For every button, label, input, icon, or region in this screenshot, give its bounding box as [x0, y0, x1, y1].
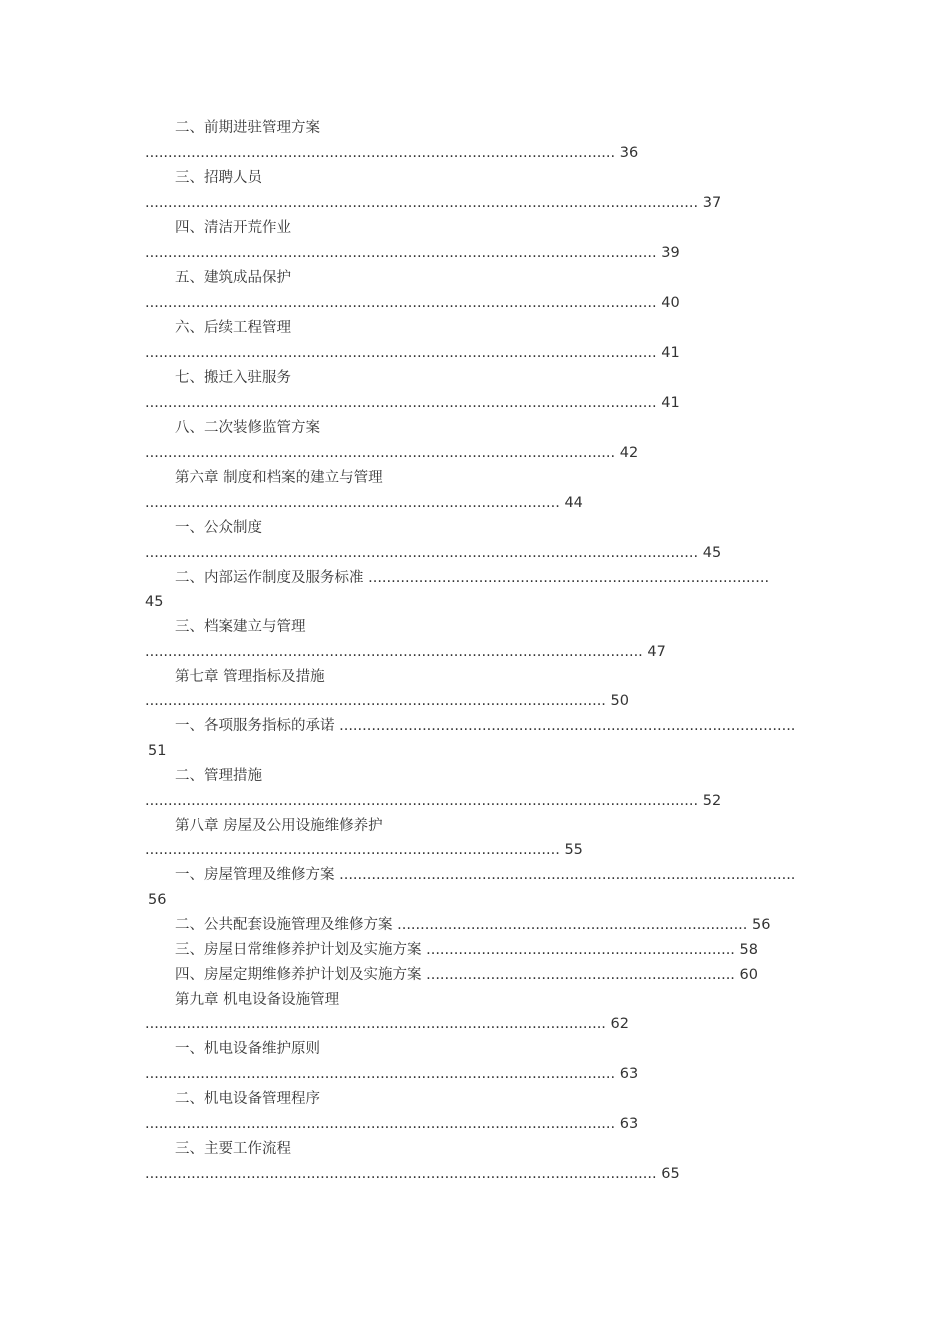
- toc-entry-leader-line: [145, 393, 680, 413]
- toc-entry-title: 二、管理措施: [175, 768, 262, 784]
- toc-entry-single-line: [175, 940, 758, 960]
- toc-page-number: 63: [619, 1066, 639, 1082]
- toc-leader: ...............................................................................................................: [145, 295, 657, 311]
- toc-entry-single-line: [175, 965, 758, 985]
- toc-leader: .......................................................................................: [368, 570, 770, 586]
- toc-page-number: 60: [739, 967, 758, 983]
- toc-page-number: 65: [661, 1166, 680, 1182]
- toc-entry-title: 三、档案建立与管理: [175, 619, 306, 635]
- toc-entry-title: 二、机电设备管理程序: [175, 1091, 320, 1107]
- toc-entry-single-line: [175, 915, 770, 935]
- toc-leader: ..........................................................................................: [145, 495, 560, 511]
- toc-entry-title: 二、前期进驻管理方案: [175, 120, 320, 136]
- toc-page-number: 45: [702, 545, 722, 561]
- toc-entry-leader-line: [145, 1164, 680, 1184]
- toc-entry-title: 一、公众制度: [175, 520, 262, 536]
- toc-page-number: 55: [564, 842, 583, 858]
- toc-entry-title: 八、二次装修监管方案: [175, 420, 320, 436]
- toc-entry-leader-line: [145, 293, 680, 313]
- toc-leader: ....................................................................................................: [145, 1016, 606, 1032]
- toc-leader: ......................................................................................................: [145, 1116, 616, 1132]
- toc-entry-leader-line: [145, 243, 680, 263]
- toc-page-number: 56: [752, 917, 771, 933]
- toc-entry-title: 六、后续工程管理: [175, 320, 291, 336]
- toc-leader: ............................................................................: [397, 917, 748, 933]
- toc-leader: ........................................................................................................................: [145, 545, 699, 561]
- toc-entry-leader-line: [145, 543, 721, 563]
- toc-leader: ...............................................................................................................: [145, 245, 657, 261]
- toc-entry-title: 七、搬迁入驻服务: [175, 370, 291, 386]
- toc-page-number: 42: [619, 445, 639, 461]
- toc-entry-leader-line: [145, 343, 680, 363]
- toc-leader: ........................................................................................................................: [145, 195, 699, 211]
- toc-leader: ...................................................................................................: [339, 718, 796, 734]
- toc-entry-title: 二、内部运作制度及服务标准: [175, 570, 364, 586]
- toc-entry-leader-line: [145, 1114, 638, 1134]
- toc-entry-title: 四、清洁开荒作业: [175, 220, 291, 236]
- toc-entry-title: 三、招聘人员: [175, 170, 262, 186]
- toc-page-number: 56: [148, 892, 167, 908]
- toc-entry-title: 五、建筑成品保护: [175, 270, 291, 286]
- toc-leader: ...............................................................................................................: [145, 1166, 657, 1182]
- toc-entry-leader-line: [145, 143, 638, 163]
- toc-page-number: 45: [145, 594, 164, 610]
- toc-leader: ...................................................................: [426, 942, 735, 958]
- toc-chapter-title: 第七章 管理指标及措施: [175, 669, 325, 685]
- toc-entry-leader-line: [145, 791, 721, 811]
- toc-leader: ......................................................................................................: [145, 1066, 616, 1082]
- toc-leader: ...................................................................: [426, 967, 735, 983]
- toc-entry-leader-line: [145, 691, 629, 711]
- toc-leader: ......................................................................................................: [145, 145, 616, 161]
- toc-entry-title: 一、机电设备维护原则: [175, 1041, 320, 1057]
- toc-entry-leader-line: [145, 1064, 638, 1084]
- toc-page-number: 41: [661, 345, 680, 361]
- toc-page-number: 41: [661, 395, 680, 411]
- toc-entry-leader-line: [145, 840, 583, 860]
- toc-leader: ...................................................................................................: [339, 867, 796, 883]
- toc-leader: ..........................................................................................: [145, 842, 560, 858]
- toc-page-number: 50: [610, 693, 629, 709]
- toc-page-number: 37: [702, 195, 722, 211]
- toc-entry-leader-line: [145, 642, 666, 662]
- toc-page-number: 39: [661, 245, 680, 261]
- toc-page-number: 36: [619, 145, 639, 161]
- toc-entry-leader-line: [145, 1014, 629, 1034]
- toc-entry-title: 三、主要工作流程: [175, 1141, 291, 1157]
- toc-entry-title: 二、公共配套设施管理及维修方案: [175, 917, 393, 933]
- toc-leader: ...............................................................................................................: [145, 345, 657, 361]
- toc-page-number: 44: [564, 495, 583, 511]
- toc-entry-leader-line: [145, 193, 721, 213]
- toc-leader: ........................................................................................................................: [145, 793, 699, 809]
- toc-entry-title-with-leader: [175, 716, 795, 736]
- toc-entry-title: 四、房屋定期维修养护计划及实施方案: [175, 967, 422, 983]
- toc-entry-leader-line: [145, 493, 583, 513]
- toc-entry-title: 一、各项服务指标的承诺: [175, 718, 335, 734]
- toc-page-number: 52: [702, 793, 722, 809]
- toc-entry-title: 一、房屋管理及维修方案: [175, 867, 335, 883]
- toc-page-number: 58: [739, 942, 758, 958]
- toc-entry-title-with-leader: [175, 865, 795, 885]
- toc-page-number: 40: [661, 295, 680, 311]
- toc-leader: ...............................................................................................................: [145, 395, 657, 411]
- toc-page-number: 63: [619, 1116, 639, 1132]
- toc-leader: ......................................................................................................: [145, 445, 616, 461]
- toc-entry-title-with-leader: [175, 568, 769, 588]
- toc-page-number: 62: [610, 1016, 629, 1032]
- toc-page-number: 47: [647, 644, 666, 660]
- toc-leader: ....................................................................................................: [145, 693, 606, 709]
- toc-chapter-title: 第九章 机电设备设施管理: [175, 992, 340, 1008]
- toc-entry-leader-line: [145, 443, 638, 463]
- toc-page-number: 51: [148, 743, 167, 759]
- toc-entry-title: 三、房屋日常维修养护计划及实施方案: [175, 942, 422, 958]
- toc-chapter-title: 第六章 制度和档案的建立与管理: [175, 470, 383, 486]
- toc-leader: ............................................................................................................: [145, 644, 643, 660]
- toc-chapter-title: 第八章 房屋及公用设施维修养护: [175, 818, 383, 834]
